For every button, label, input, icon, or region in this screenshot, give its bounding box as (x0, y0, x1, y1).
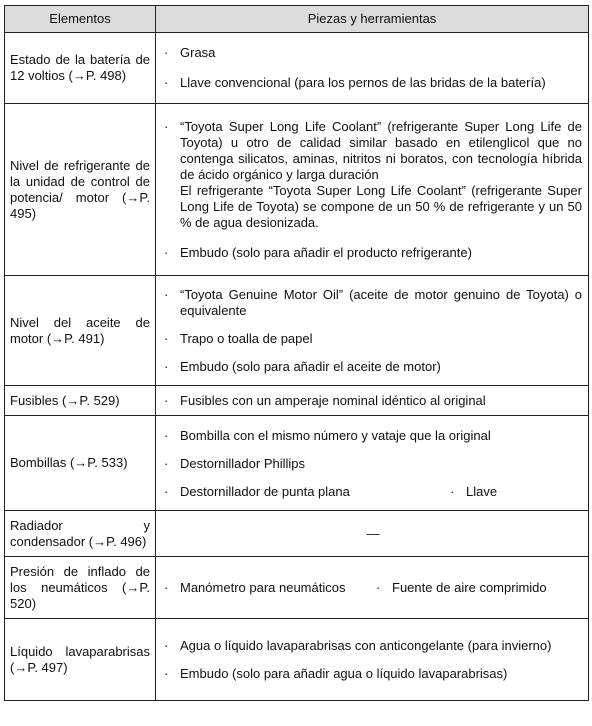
bullet-icon: · (164, 45, 169, 60)
bullet-icon: · (164, 428, 169, 443)
bullet-icon: · (376, 579, 381, 595)
element-engine-oil: Nivel del aceite de motor (→P. 491) (5, 276, 156, 386)
list-item: · Trapo o toalla de papel (164, 330, 313, 346)
element-radiator: Radiador y condensador (→P. 496) (5, 511, 156, 557)
list-item: · Llave convencional (para los pernos de las bridas de la batería) (164, 75, 546, 90)
table-row (5, 33, 589, 104)
list-item: · Manómetro para neumáticos (164, 579, 346, 595)
parts-coolant (156, 104, 589, 276)
coolant-composition-note: El refrigerante “Toyota Super Long Life Coolant” (refrigerante Super Long Life de Toyota) se compone de un 50 % de refrigerante y un 50 % de agua desionizada. (180, 182, 582, 230)
parts-washer-fluid (156, 619, 589, 701)
bullet-icon: · (164, 286, 169, 302)
element-washer-fluid: Líquido lavaparabrisas (→P. 497) (5, 619, 156, 701)
list-item: · Destornillador Phillips (164, 456, 305, 471)
list-item: · Embudo (solo para añadir agua o líquido lavaparabrisas) (164, 665, 508, 681)
table-row (5, 511, 589, 557)
parts-bulbs (156, 416, 589, 511)
bullet-icon: · (164, 118, 169, 134)
list-item: · Destornillador de punta plana (164, 484, 350, 499)
bullet-icon: · (164, 75, 169, 90)
parts-battery (156, 33, 589, 104)
parts-fuses (156, 386, 589, 416)
maintenance-table (4, 5, 589, 701)
table-row (5, 619, 589, 701)
bullet-icon: · (164, 358, 169, 374)
list-item-pair (164, 484, 582, 500)
element-coolant: Nivel de refrigerante de la unidad de control de potencia/ motor (→P. 495) (5, 104, 156, 276)
list-item: · Embudo (solo para añadir el producto refrigerante) (164, 244, 472, 260)
list-item: · Agua o líquido lavaparabrisas con anticongelante (para invierno) (164, 637, 552, 653)
list-item: · Fuente de aire comprimido (376, 579, 547, 595)
element-tire-pressure: Presión de inflado de los neumáticos (→P. 520) (5, 557, 156, 619)
parts-tire-pressure (156, 557, 589, 619)
list-item: · Llave (450, 484, 498, 499)
parts-radiator-none: — (156, 511, 589, 557)
table-header-row (5, 6, 589, 33)
list-item: · Fusibles con un amperaje nominal idéntico al original (164, 392, 486, 408)
list-item: · Grasa (164, 45, 216, 60)
bullet-icon: · (164, 244, 169, 260)
bullet-icon: · (164, 330, 169, 346)
maintenance-table-container (4, 5, 588, 701)
bullet-icon: · (164, 392, 169, 408)
list-item: · “Toyota Super Long Life Coolant” (refrigerante Super Long Life de Toyota) u otro de calidad similar basado en etilenglicol que no contenga silicatos, aminas, nitritos ni boratos, con tecnología híbrida de ácido orgánico y larga duración (164, 118, 582, 182)
element-fuses: Fusibles (→P. 529) (5, 386, 156, 416)
list-item-pair (164, 580, 582, 596)
header-elements: Elementos (5, 6, 156, 33)
table-row (5, 104, 589, 276)
table-row (5, 386, 589, 416)
table-row (5, 557, 589, 619)
list-item: · Embudo (solo para añadir el aceite de motor) (164, 358, 441, 374)
list-item: · Bombilla con el mismo número y vataje que la original (164, 428, 491, 443)
bullet-icon: · (164, 665, 169, 681)
bullet-icon: · (164, 484, 169, 499)
list-item: · “Toyota Genuine Motor Oil” (aceite de motor genuino de Toyota) o equivalente (164, 286, 582, 318)
bullet-icon: · (164, 456, 169, 471)
parts-engine-oil (156, 276, 589, 386)
bullet-icon: · (164, 579, 169, 595)
table-row (5, 416, 589, 511)
header-parts-tools: Piezas y herramientas (156, 6, 589, 33)
element-battery: Estado de la batería de 12 voltios (→P. 498) (5, 33, 156, 104)
table-row (5, 276, 589, 386)
element-bulbs: Bombillas (→P. 533) (5, 416, 156, 511)
bullet-icon: · (450, 484, 455, 499)
bullet-icon: · (164, 637, 169, 653)
